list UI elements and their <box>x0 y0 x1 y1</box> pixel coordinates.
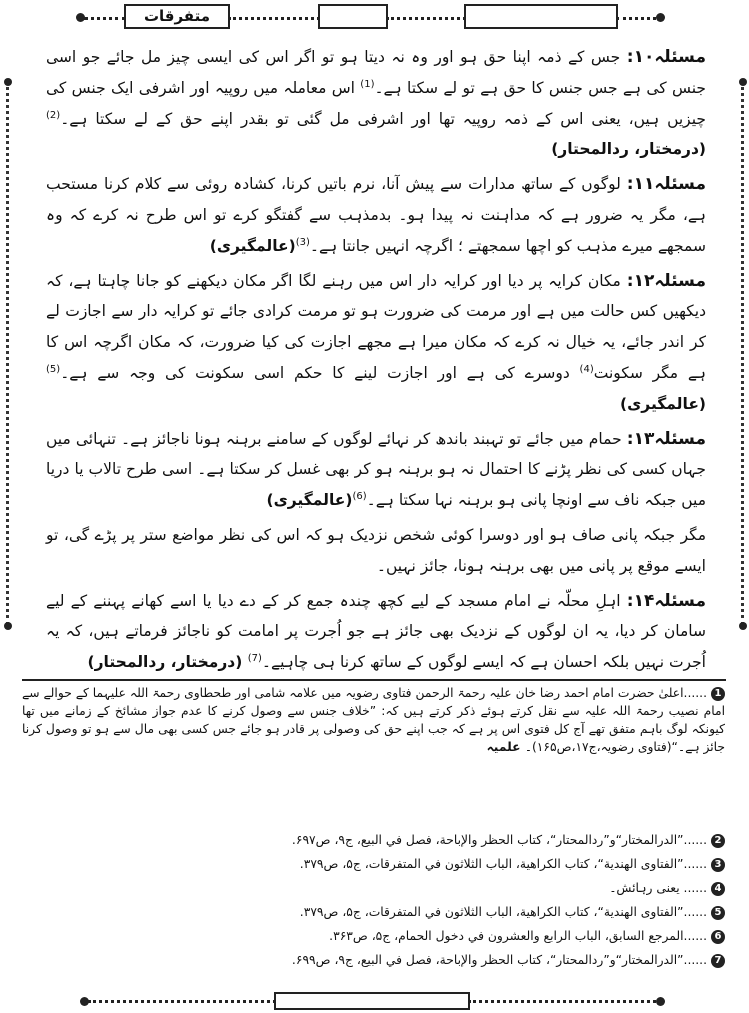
footnote-text: ......”الفتاوی الهندیة“، کتاب الکراهیة، الباب الثلاثون في المتفرقات، ج۵، ص۳۷۹. <box>299 857 707 871</box>
footnote-text: ......المرجع السابق، الباب الرابع والعشرون في دخول الحمام، ج۵، ص۳۶۳. <box>329 929 707 943</box>
continuation-paragraph <box>46 520 706 582</box>
paragraph-text: لوگوں کے ساتھ مدارات سے پیش آنا، نرم باتیں کرنا، کشادہ روئی سے کلام کرنا مستحب ہے، مگر یہ ضرور ہے کہ مداہنت نہ پیدا ہو۔ بدمذہب سے گفتگو کرے تو اس طرح نہ کرے کہ وہ سمجھے میرے مذہب کو اچھا سمجھتے ؛ اگرچہ انہیں جانتا ہے۔ <box>46 175 706 255</box>
footnote-text: ......”الدرالمختار“و”ردالمحتار“، کتاب الحظر والإباحة، فصل في البیع، ج۹، ص۶۹۹. <box>291 953 707 967</box>
paragraph-text: مگر جبکہ پانی صاف ہو اور دوسرا کوئی شخص نزدیک ہو کہ اس کی نظر مواضع ستر پر پڑے گی، تو ایسے موقع پر پانی میں بھی برہنہ ہونا، جائز نہیں۔ <box>46 525 706 575</box>
paragraph-text: اہلِ محلّہ نے امام مسجد کے لیے کچھ چندہ جمع کر کے دے دیا یا اسے کھانے پہننے کے لیے سامان کر دیا، یہ ان لوگوں کے نزدیک بھی جائز ہے جو اُجرت پر امامت کو ناجائز فرماتے ہیں، کہ یہ اُجرت نہیں بلکہ احسان ہے کہ ایسے لوگوں کے ساتھ کرنا ہی چاہیے۔ <box>46 591 706 672</box>
page-title: متفرقات <box>143 7 211 25</box>
header-center-box <box>318 4 388 29</box>
footnote-ref: (1) <box>360 78 375 90</box>
masala-label: مسئلہ۱۳: <box>626 428 706 449</box>
footnote-number-badge: 4 <box>711 882 725 896</box>
footnote-number-badge: 5 <box>711 906 725 920</box>
footer-dotted-rule <box>468 1000 656 1003</box>
masala-paragraph <box>46 424 706 516</box>
header-dotted-rule <box>386 17 466 20</box>
footnote-text: ......اعلیٰ حضرت امام احمد رضا خان علیہ رحمۃ الرحمن فتاوی رضویہ میں علامہ شامی اور طحطاوی رحمۃ اللہ علیہما کے حوالے سے امام نصیب رحمۃ اللہ علیہ سے نقل کرتے ہوئے ذکر کرتے ہیں کہ: ”خلاف جنس سے وصول کرنے کا عدم جواز مشائخ کے زمانے میں تھا کیونکہ لوگ باہم متفق تھے آج کل فتوی اس پر ہے کہ جب اپنے حق کی وصولی پر قادر ہو جائے جس کسی بھی مال سے ہو تو وصول کرنا جائز ہے۔“(فتاوی رضویہ،ج۱۷،ص۱۶۵)۔ <box>22 686 725 754</box>
masala-paragraph <box>46 586 706 678</box>
footnote <box>329 927 725 945</box>
footer-box <box>274 992 470 1010</box>
right-border-rule <box>741 80 744 625</box>
footnote-text: ......”الدرالمختار“و”ردالمحتار“، کتاب الحظر والإباحة، فصل في البیع، ج۹، ص۶۹۷. <box>291 833 707 847</box>
footnote <box>292 951 725 969</box>
footnote <box>292 831 725 849</box>
source-citation: (درمختار، ردالمحتار) <box>87 653 248 672</box>
border-ornament-dot <box>739 78 747 86</box>
source-citation: (درمختار، ردالمحتار) <box>551 140 706 159</box>
header-right-box <box>464 4 618 29</box>
footnote <box>300 855 725 873</box>
footnote-text: ...... یعنی رہائش۔ <box>609 881 707 895</box>
header-dotted-rule <box>84 17 126 20</box>
source-citation: (عالمگیری) <box>266 491 353 510</box>
header-ornament-dot <box>656 13 665 22</box>
source-citation: (عالمگیری) <box>620 394 706 413</box>
header-dotted-rule <box>228 17 320 20</box>
masala-label: مسئلہ۱۲: <box>626 270 706 291</box>
paragraph-text: اس معاملہ میں روپیہ اور اشرفی ایک جنس کی چیزیں ہیں، یعنی اس کے ذمہ روپیہ تھا اور اشرفی مل گئی تو بقدر اپنے حق کے لے سکتا ہے۔ <box>46 78 706 128</box>
footnote-ref: (5) <box>46 363 61 375</box>
header-dotted-rule <box>616 17 656 20</box>
footnote <box>609 879 725 897</box>
footnote-ref: (3) <box>295 236 310 248</box>
footnote-ref: (2) <box>46 109 61 121</box>
masala-label: مسئلہ۱۴: <box>626 590 706 611</box>
footnote-ref: (6) <box>352 491 367 502</box>
footnote-number-badge: 1 <box>711 687 725 701</box>
main-text <box>46 42 706 682</box>
border-ornament-dot <box>4 622 12 630</box>
footnote-divider <box>22 679 726 681</box>
footnote-ref: (4) <box>579 363 594 375</box>
source-citation: (عالمگیری) <box>209 236 296 255</box>
paragraph-text: دوسرے کی ہے اور اجازت لینے کا حکم اسی سکونت کی وجہ سے ہے۔ <box>60 363 580 382</box>
footer-ornament-dot <box>656 997 665 1006</box>
masala-label: مسئلہ۱۱: <box>626 174 706 195</box>
masala-label: مسئلہ۱۰: <box>626 47 706 67</box>
page-header <box>0 0 749 34</box>
footnote-number-badge: 2 <box>711 834 725 848</box>
paragraph-text: جس کے ذمہ اپنا حق ہو اور وہ نہ دیتا ہو تو اگر اس کی ایسی چیز مل جائے جو اسی جنس کی ہے جس جنس کا حق ہے تو لے سکتا ہے۔ <box>46 48 706 97</box>
footnote-text: ......”الفتاوی الهندیة“، کتاب الکراهیة، الباب الثلاثون في المتفرقات، ج۵، ص۳۷۹. <box>299 905 707 919</box>
paragraph-text: مکان کرایہ پر دیا اور کرایہ دار اس میں رہنے لگا اگر مکان دیکھنے کو جانا چاہتا ہے، کہ دیکھیں کس حالت میں ہے اور مرمت کی ضرورت ہو تو مرمت کرادی جائے تو کرایہ دار سے اجازت لے کر اندر جائے، یہ خیال نہ کرے کہ مکان میرا ہے مجھے اجازت کی کیا ضرورت، کہ مکان اگرچہ اس کا ہے مگر سکونت <box>46 271 706 382</box>
footnote-tag: علمیہ <box>486 740 525 754</box>
footnote <box>22 684 725 756</box>
footnote-number-badge: 7 <box>711 954 725 968</box>
masala-paragraph <box>46 42 706 165</box>
left-border-rule <box>6 80 9 625</box>
footer-dotted-rule <box>88 1000 276 1003</box>
footnote-ref: (7) <box>247 652 262 664</box>
footnote-number-badge: 6 <box>711 930 725 944</box>
header-title-box <box>124 4 230 29</box>
paragraph-text: حمام میں جائے تو تہبند باندھ کر نہائے لوگوں کے سامنے برہنہ ہونا ناجائز ہے۔ تنہائی میں جہاں کسی کی نظر پڑنے کا احتمال نہ ہو برہنہ ہو کر بھی غسل کر سکتا ہے۔ اسی طرح تالاب یا دریا میں جبکہ ناف سے اونچا پانی ہو برہنہ نہا سکتا ہے۔ <box>46 429 706 510</box>
footnote <box>300 903 725 921</box>
masala-paragraph <box>46 169 706 261</box>
footnote-number-badge: 3 <box>711 858 725 872</box>
border-ornament-dot <box>4 78 12 86</box>
border-ornament-dot <box>739 622 747 630</box>
masala-paragraph <box>46 266 706 420</box>
page-footer <box>0 990 749 1012</box>
